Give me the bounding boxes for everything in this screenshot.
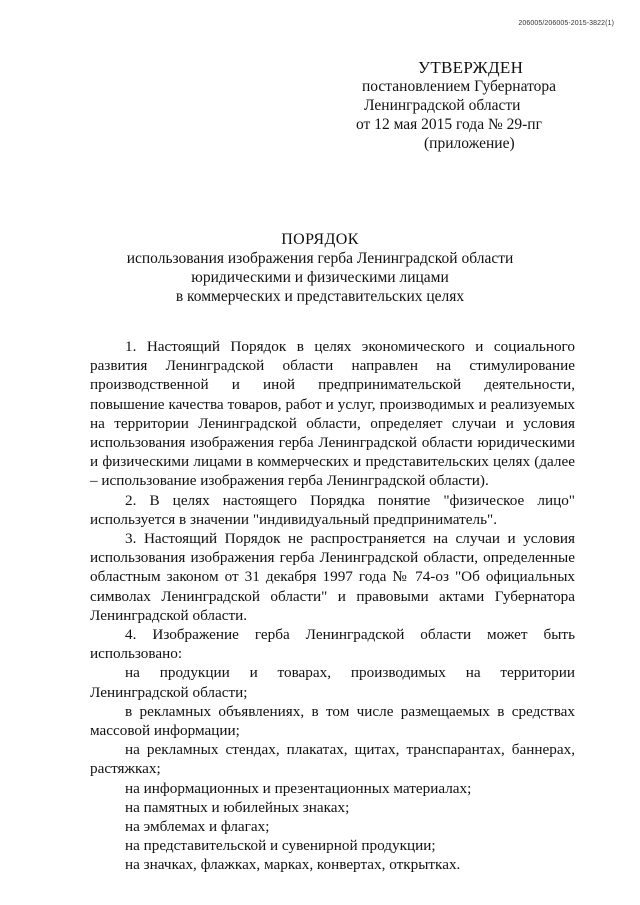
approval-block	[340, 58, 590, 153]
approval-line-3: от 12 мая 2015 года № 29-пг	[356, 116, 542, 133]
approval-title: УТВЕРЖДЕН	[418, 58, 524, 77]
list-item: на представительской и сувенирной продукции;	[125, 837, 436, 855]
heading-line-3: в коммерческих и представительских целях	[175, 288, 465, 305]
approval-line-1: постановлением Губернатора	[362, 78, 557, 95]
document-body	[90, 337, 575, 875]
document-heading	[100, 230, 540, 306]
list-item: на значках, флажках, марках, конвертах, открытках.	[125, 856, 461, 874]
paragraph-3: 3. Настоящий Порядок не распространяется на случаи и условия использования изображения герба Ленинградской области, определенные областным законом от 31 декабря 1997 года № 74-оз "Об официальных символах Ленинградской области" и правовыми актами Губернатора Ленинградской области.	[90, 530, 575, 624]
document-number: 206005/206005-2015-3822(1)	[518, 20, 614, 27]
paragraph-2: 2. В целях настоящего Порядка понятие "физическое лицо" используется в значении "индивидуальный предприниматель".	[90, 491, 575, 528]
list-item: в рекламных объявлениях, в том числе размещаемых в средствах массовой информации;	[90, 702, 575, 740]
list-item: на рекламных стендах, плакатах, щитах, транспарантах, баннерах, растяжках;	[90, 741, 575, 778]
list-item: на памятных и юбилейных знаках;	[125, 798, 350, 816]
heading-line-1: использования изображения герба Ленинградской области	[126, 250, 514, 267]
paragraph-4: 4. Изображение герба Ленинградской области может быть использовано:	[90, 626, 575, 663]
approval-line-4: (приложение)	[424, 135, 515, 152]
list-item: на эмблемах и флагах;	[125, 818, 270, 836]
list-item: на продукции и товарах, производимых на территории Ленинградской области;	[90, 664, 575, 701]
heading-line-2: юридическими и физическими лицами	[191, 269, 449, 286]
heading-title: ПОРЯДОК	[281, 231, 359, 248]
paragraph-1: 1. Настоящий Порядок в целях экономического и социального развития Ленинградской области направлен на стимулирование производственной и иной предпринимательской деятельности, повышение качества товаров, работ и услуг, производимых и реализуемых на территории Ленинградской области, определяет случаи и условия использования изображения герба Ленинградской области юридическими и физическими лицами в коммерческих и представительских целях (далее – использование изображения герба Ленинградской области).	[90, 338, 575, 490]
list-item: на информационных и презентационных материалах;	[125, 779, 472, 797]
approval-line-2: Ленинградской области	[364, 97, 521, 114]
